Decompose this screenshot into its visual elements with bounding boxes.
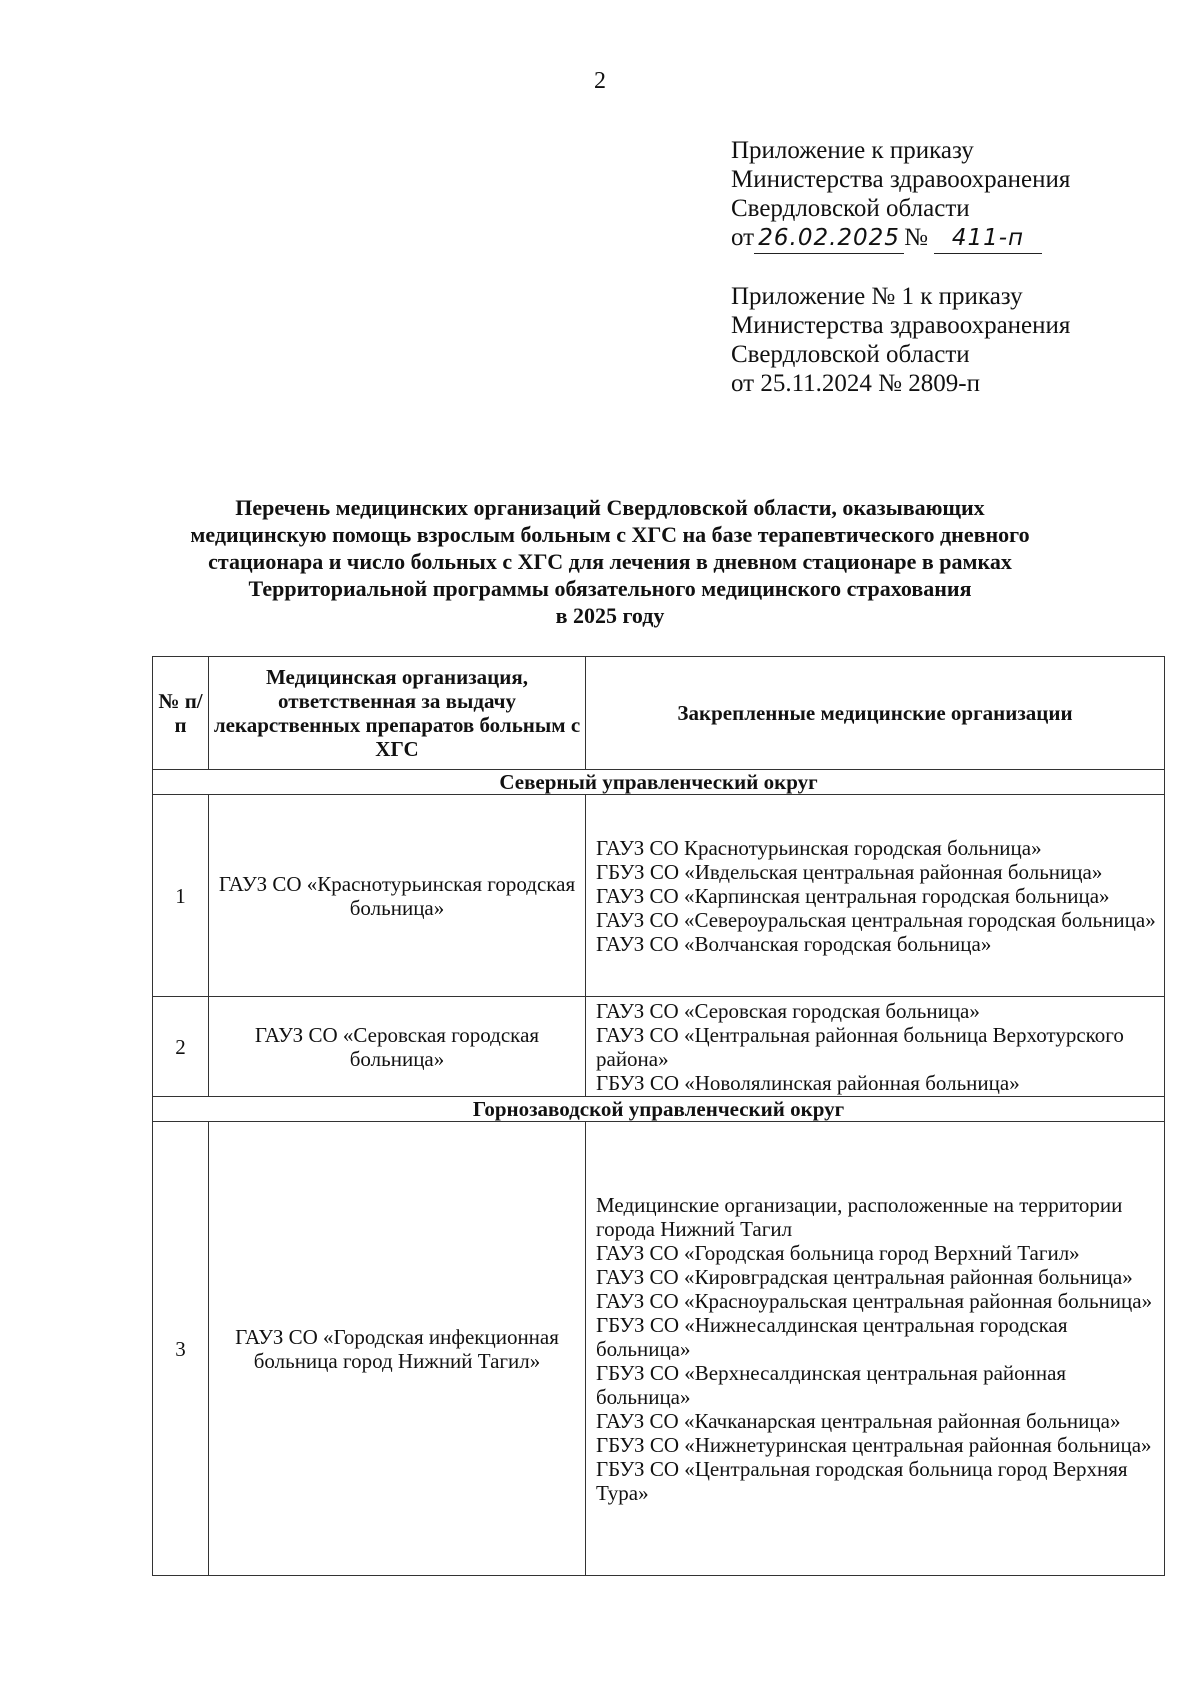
title-line: медицинскую помощь взрослым больным с ХГС на базе терапевтического дневного <box>190 522 1030 547</box>
attached-org: ГБУЗ СО «Верхнесалдинская центральная районная больница» <box>596 1360 1067 1409</box>
title-line: Территориальной программы обязательного медицинского страхования <box>248 576 972 601</box>
header-responsive-org: Медицинская организация, ответственная за выдачу лекарственных препаратов больным с ХГС <box>209 657 586 770</box>
row-num: 1 <box>153 795 209 997</box>
attached-org: ГБУЗ СО «Ивдельская центральная районная больница» <box>596 859 1103 884</box>
appendix-previous-order <box>731 282 1070 398</box>
attached-org: ГАУЗ СО «Карпинская центральная городская больница» <box>596 883 1110 908</box>
table-row <box>153 1122 1165 1576</box>
attached-org: ГАУЗ СО «Североуральская центральная городская больница» <box>596 907 1156 932</box>
attached-org: ГАУЗ СО «Городская больница город Верхний Тагил» <box>596 1240 1080 1265</box>
table-row <box>153 795 1165 997</box>
title-line: в 2025 году <box>555 603 665 628</box>
organizations-table <box>152 656 1165 1576</box>
row-responsive-org: ГАУЗ СО «Городская инфекционная больница город Нижний Тагил» <box>209 1122 586 1576</box>
row-attached-orgs <box>586 795 1165 997</box>
appendix-line: от 25.11.2024 № 2809-п <box>731 370 980 397</box>
attached-org: Медицинские организации, расположенные на территории города Нижний Тагил <box>596 1192 1123 1241</box>
attached-org: ГАУЗ СО «Кировградская центральная районная больница» <box>596 1264 1133 1289</box>
appendix-line: Министерства здравоохранения <box>731 166 1071 193</box>
page-number: 2 <box>594 68 606 94</box>
number-prefix: № <box>904 224 928 251</box>
table-row <box>153 997 1165 1097</box>
attached-org: ГБУЗ СО «Новолялинская районная больница» <box>596 1070 1020 1095</box>
order-date-number-line <box>731 223 1070 254</box>
handwritten-order-date: 26.02.2025 <box>754 224 904 254</box>
attached-org: ГАУЗ СО «Красноуральская центральная районная больница» <box>596 1288 1153 1313</box>
row-responsive-org: ГАУЗ СО «Серовская городская больница» <box>209 997 586 1097</box>
handwritten-order-number: 411-п <box>934 224 1042 254</box>
attached-org: ГБУЗ СО «Центральная городская больница город Верхняя Тура» <box>596 1456 1128 1505</box>
appendix-line: Приложение № 1 к приказу <box>731 283 1023 310</box>
attached-org: ГАУЗ СО «Центральная районная больница Верхотурского района» <box>596 1022 1124 1071</box>
district-name: Горнозаводской управленческий округ <box>153 1097 1165 1122</box>
district-row <box>153 770 1165 795</box>
row-responsive-org: ГАУЗ СО «Краснотурьинская городская больница» <box>209 795 586 997</box>
attached-org: ГБУЗ СО «Нижнетуринская центральная районная больница» <box>596 1432 1152 1457</box>
title-line: Перечень медицинских организаций Свердловской области, оказывающих <box>235 495 985 520</box>
row-attached-orgs <box>586 1122 1165 1576</box>
row-num: 2 <box>153 997 209 1097</box>
appendix-line: Свердловской области <box>731 341 970 368</box>
district-row <box>153 1097 1165 1122</box>
appendix-current-order <box>731 136 1070 254</box>
appendix-line: Приложение к приказу <box>731 137 974 164</box>
date-prefix: от <box>731 224 755 251</box>
table-header-row <box>153 657 1165 770</box>
appendix-line: Министерства здравоохранения <box>731 312 1071 339</box>
attached-org: ГАУЗ СО «Волчанская городская больница» <box>596 931 992 956</box>
row-num: 3 <box>153 1122 209 1576</box>
appendix-line: Свердловской области <box>731 195 970 222</box>
district-name: Северный управленческий округ <box>153 770 1165 795</box>
document-title <box>150 494 1070 629</box>
header-attached-orgs: Закрепленные медицинские организации <box>586 657 1165 770</box>
attached-org: ГАУЗ СО Краснотурьинская городская больница» <box>596 835 1042 860</box>
header-num: № п/п <box>153 657 209 770</box>
attached-org: ГБУЗ СО «Нижнесалдинская центральная городская больница» <box>596 1312 1068 1361</box>
title-line: стационара и число больных с ХГС для лечения в дневном стационаре в рамках <box>208 549 1012 574</box>
attached-org: ГАУЗ СО «Серовская городская больница» <box>596 998 980 1023</box>
row-attached-orgs <box>586 997 1165 1097</box>
attached-org: ГАУЗ СО «Качканарская центральная районная больница» <box>596 1408 1121 1433</box>
